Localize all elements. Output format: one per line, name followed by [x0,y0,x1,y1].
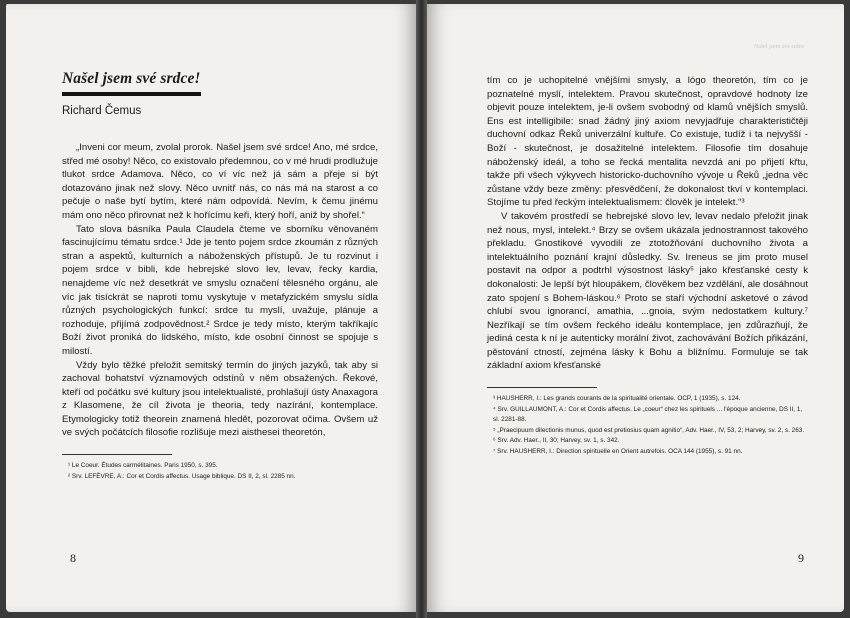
left-footnotes [62,461,378,482]
footnote: ⁵ „Praecipuum dilectionis munus, quod est pretiosius quam agnitio“, Adv. Haer., IV, 53, 2; Harvey, sv. 2, s. 263. [493,426,805,434]
footnote: ² Srv. LEFÈVRE, A.: Cor et Cordis affectus. Usage biblique. DS II, 2, sl. 2285 nn. [68,472,296,480]
article-author: Richard Čemus [62,105,142,117]
footnote: ³ HAUSHERR, I.: Les grands courants de la spiritualité orientale. OCP, 1 (1935), s. 124. [493,395,741,403]
running-head: Našel jsem své srdce [753,44,804,50]
footnote: ¹ Le Coeur. Études carmélitaines. Paris 1950, s. 395. [68,462,218,470]
article-title: Našel jsem své srdce! [62,70,201,96]
footnote-divider [62,454,172,455]
left-page [6,4,416,612]
footnote-divider [487,387,597,388]
book-gutter [416,0,427,618]
paragraph: „Inveni cor meum, zvolal prorok. Našel jsem své srdce! Ano, mé srdce, střed mé osoby! Něco, co existovalo předemnou, co v mé hrudi prodlužuje tlukot srdce Adamova. Něco, co ví víc než já sám a přeje si být dotazováno jinak než slovy. Něco uvnitř nás, co nás má na starost a co pečuje o naše bytí bytím, které nám odpovídá. Nevím, k čemu jinému mám ono něco přirovnat než k hořícímu keři, který hoří, aniž by shořel.“ [62,142,378,221]
paragraph: tím co je uchopitelné vnějšími smysly, a lógo theoretón, tím co je poznatelné myslí, intelektem. Pravou skutečnost, opravdové hodnoty lze objevit pouze intelektem, je-li ovšem svobodný od klamů vnějších smyslů. Ens est intelligibile: snad žádný jiný axiom nevyjadřuje charakterističtěji duchovní odkaz Řeků univerzální kultuře. Co existuje, tudíž i ta nejvyšší - Boží - skutečnost, je dosažitelné intelektem. Filosofie tím dosahuje náboženský ideál, a toho se řecká mentalita nevzdá ani po přijetí křtu, takže při všech výkyvech historicko-duchovního vývoje u Řeků „jedna věc zůstane vždy beze změny: přesvědčení, že dokonalost tkví v kontemplaci. Stojíme tu před řeckým intelektualismem: člověk je intelekt.“³ [487,75,808,209]
right-body-text [487,74,808,373]
right-page [427,4,844,612]
page-number: 9 [798,551,804,565]
footnote: ⁴ Srv. GUILLAUMONT, A.: Cor et Cordis affectus. Le „coeur“ chez les spirituels ... l'époque ancienne, DS II, 1, sl. 2281-88. [493,405,803,424]
left-body-text [62,141,378,440]
footnote: ⁶ Srv. Adv. Haer., II, 30; Harvey, sv. 1, s. 342. [493,437,620,445]
page-number: 8 [70,551,76,565]
right-footnotes [487,394,808,457]
paragraph: Tato slova básníka Paula Claudela čteme ve sborníku věnovaném fascinujícímu tématu srdce.¹ Jde je tento pojem srdce zkoumán z různých stran a aspektů, kulturních a náboženských přístupů. Je tu rozvinut i pojem srdce v bibli, kde hebrejské slovo lev, levav, řecky kardia, nenajdeme víc než desetkrát ve smyslu označení tělesného orgánu, ale víc jak tisíckrát se naproti tomu vyskytuje v metafyzickém smyslu sídla různých psychologických funkcí: srdce tu myslí, uvažuje, plánuje a rozhoduje, přijímá zodpovědnost.² Srdce je tedy místo, kterým takříkajíc Boží život proniká do lidského, místo, kde osobní činnost se spojuje s milostí. [62,223,378,357]
paragraph: V takovém prostředí se hebrejské slovo lev, levav nedalo přeložit jinak než nous, mysl, intelekt.⁴ Brzy se ovšem ukázala jednostrannost takového překladu. Gnostikové vyvodili ze ztotožňování duchovního života a intelektuálního poznání krajní důsledky. Sv. Ireneus se jim proto musel postavit na odpor a podtrhl výsostnost lásky⁵ jako křesťanské cesty k dokonalosti: Je lepší být hloupákem, člověkem bez vzdělání, ale dosáhnout zato spojení s Bohem-láskou.⁶ Proto se staří východní asketové o závod chlubí svou ignorancí, amathia, ...gnoia, svým nedostatkem kultury.⁷ Nezříkají se tím ovšem řeckého ideálu kontemplace, jen zdůrazňují, že jediná cesta k ní je autenticky morální život, zachovávání Božích přikázání, pěstování ctností, zejména lásky k Bohu a bližnímu. Formuluje se tak základní axiom křesťanské [487,210,808,372]
footnote: ⁷ Srv. HAUSHERR, I.: Direction spirituelle en Orient autrefois. OCA 144 (1955), s. 91 nn. [493,447,743,455]
paragraph: Vždy bylo těžké přeložit semitský termín do jiných jazyků, tak aby si zachoval bohatství významových odstínů v něm obsažených. Řekové, kteří od počátku své kultury jsou intelektualisté, prohlašují ústy Anaxagora z Klasomene, že cíl života je theoria, tedy nazírání, kontemplace. Etymologicky totiž theorein znamená hledět, pozorovat očima. Ovšem už ve svých počátcích filosofie rozlišuje mezi aisthesei theoretón, [62,359,378,439]
